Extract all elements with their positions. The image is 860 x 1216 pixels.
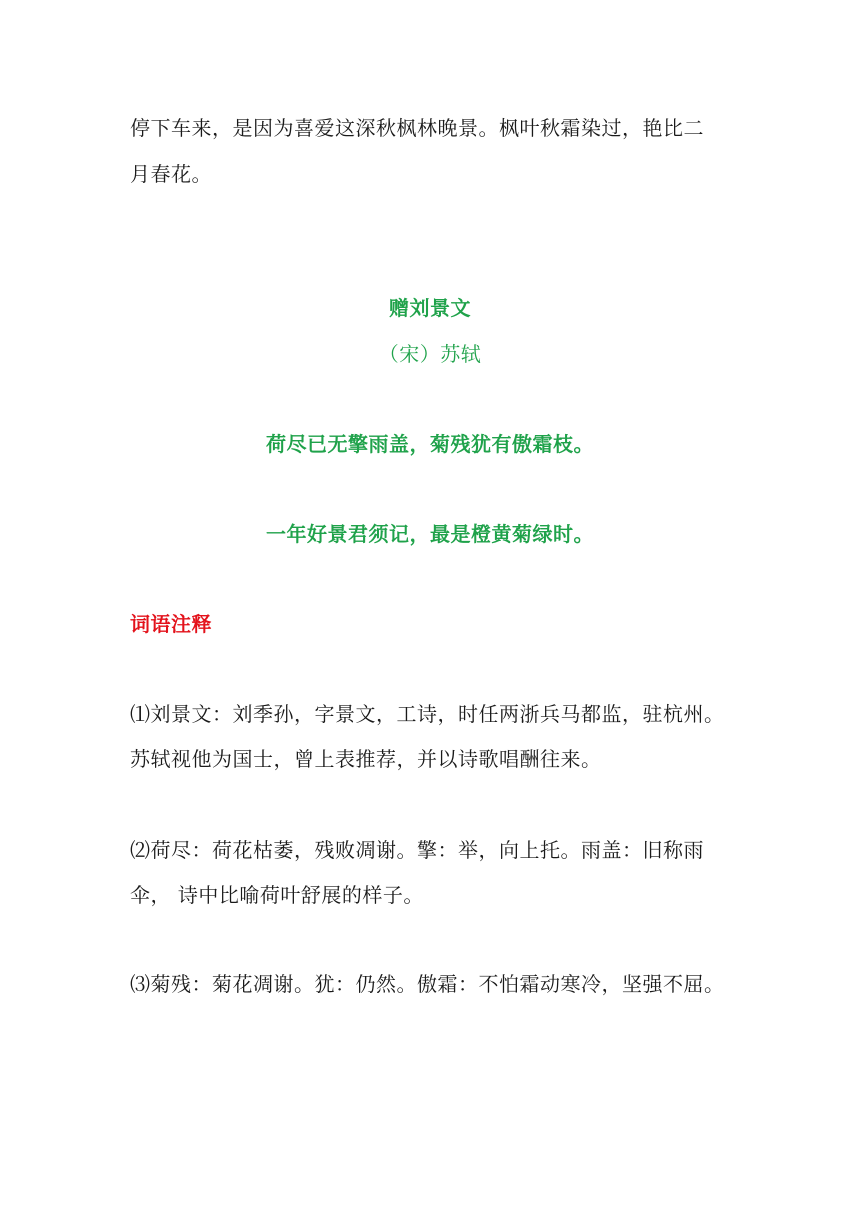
intro-line-1: 停下车来，是因为喜爱这深秋枫林晚景。枫叶秋霜染过，艳比二 <box>130 116 704 140</box>
note-3-line-1: ⑶菊残：菊花凋谢。犹：仍然。傲霜：不怕霜动寒冷，坚强不屈。 <box>130 972 725 996</box>
note-1-line-2: 苏轼视他为国士，曾上表推荐，并以诗歌唱酬往来。 <box>130 747 602 771</box>
notes-heading: 词语注释 <box>130 612 212 636</box>
note-2-line-1: ⑵荷尽：荷花枯萎，残败凋谢。擎：举，向上托。雨盖：旧称雨 <box>130 838 704 862</box>
poem-author: （宋）苏轼 <box>378 342 482 366</box>
poem-verse-1: 荷尽已无擎雨盖，菊残犹有傲霜枝。 <box>266 432 594 456</box>
note-1-line-1: ⑴刘景文：刘季孙，字景文，工诗，时任两浙兵马都监，驻杭州。 <box>130 702 725 726</box>
poem-verse-2: 一年好景君须记，最是橙黄菊绿时。 <box>266 522 594 546</box>
intro-line-2: 月春花。 <box>130 162 212 186</box>
poem-title: 赠刘景文 <box>389 296 471 320</box>
note-2-line-2: 伞， 诗中比喻荷叶舒展的样子。 <box>130 883 424 907</box>
